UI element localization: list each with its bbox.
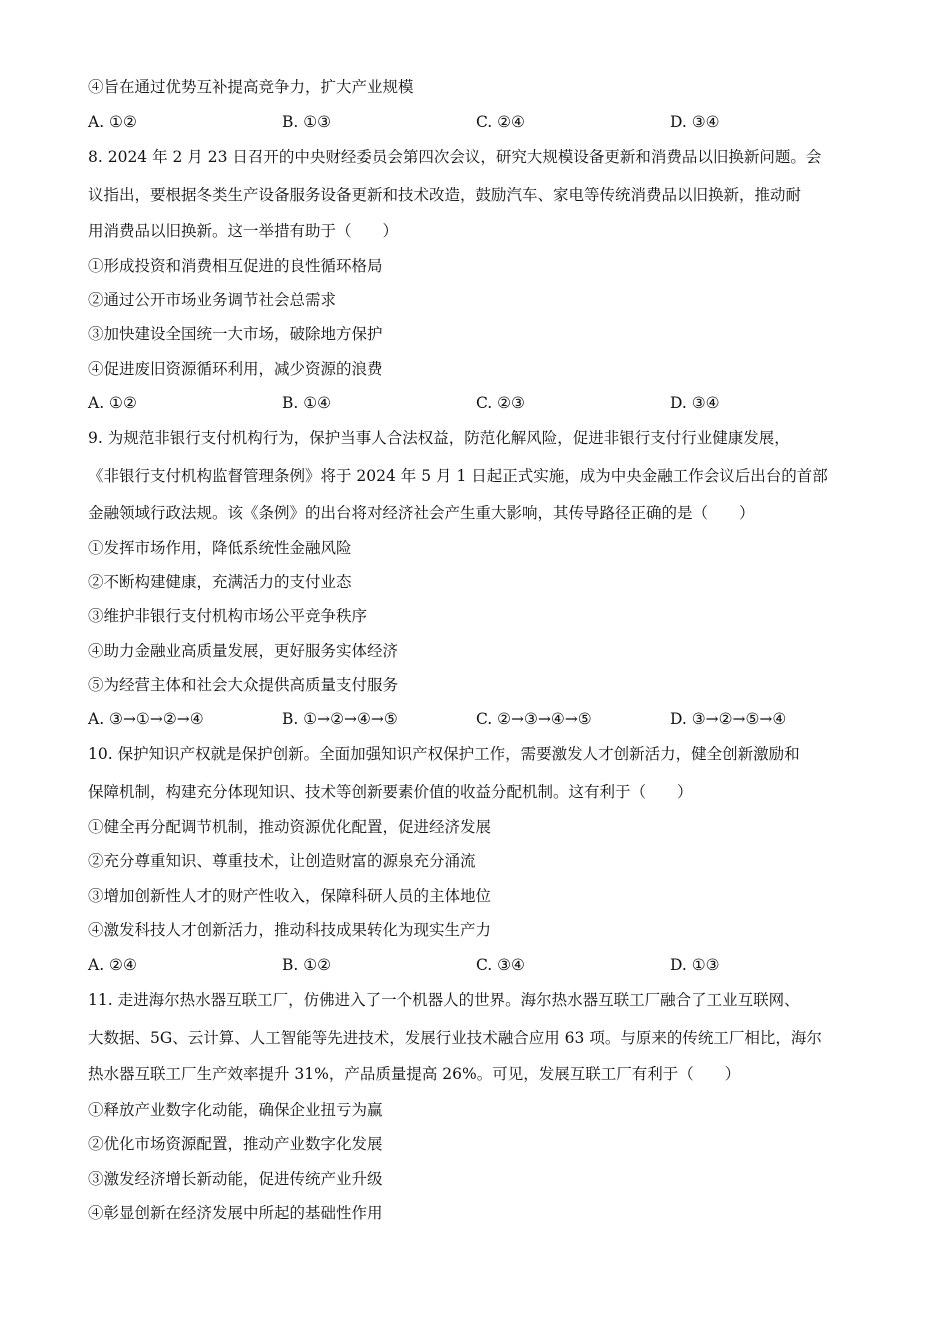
q9-option-a: A. ③→①→②→④ <box>88 710 204 728</box>
q9-stem-line-2: 《非银行支付机构监督管理条例》将于 2024 年 5 月 1 日起正式实施，成为中央金融工作会议后出台的首部 <box>88 467 828 485</box>
q10-stem-line-1: 10. 保护知识产权就是保护创新。全面加强知识产权保护工作，需要激发人才创新活力，健全创新激励和 <box>88 745 800 763</box>
q9-stem-line-1: 9. 为规范非银行支付机构行为，保护当事人合法权益，防范化解风险，促进非银行支付行业健康发展， <box>88 429 790 447</box>
q7-item-4: ④旨在通过优势互补提高竞争力，扩大产业规模 <box>88 78 414 96</box>
q11-item-2: ②优化市场资源配置，推动产业数字化发展 <box>88 1135 383 1153</box>
q7-option-d: D. ③④ <box>670 113 720 131</box>
q10-option-c: C. ③④ <box>476 956 525 974</box>
q9-option-b: B. ①→②→④→⑤ <box>282 710 398 728</box>
q8-stem-line-3: 用消费品以旧换新。这一举措有助于（ ） <box>88 222 399 240</box>
q9-item-1: ①发挥市场作用，降低系统性金融风险 <box>88 539 352 557</box>
q11-item-1: ①释放产业数字化动能，确保企业扭亏为赢 <box>88 1101 383 1119</box>
q11-stem-line-1: 11. 走进海尔热水器互联工厂，仿佛进入了一个机器人的世界。海尔热水器互联工厂融合了工业互联网、 <box>88 991 800 1009</box>
q9-option-c: C. ②→③→④→⑤ <box>476 710 592 728</box>
q7-option-a: A. ①② <box>88 113 137 131</box>
q9-option-d: D. ③→②→⑤→④ <box>670 710 787 728</box>
q9-item-5: ⑤为经营主体和社会大众提供高质量支付服务 <box>88 676 399 694</box>
q9-stem-line-3: 金融领域行政法规。该《条例》的出台将对经济社会产生重大影响，其传导路径正确的是（ ） <box>88 504 755 522</box>
q10-item-3: ③增加创新性人才的财产性收入，保障科研人员的主体地位 <box>88 887 492 905</box>
q7-option-b: B. ①③ <box>282 113 332 131</box>
q8-stem-line-1: 8. 2024 年 2 月 23 日召开的中央财经委员会第四次会议，研究大规模设备更新和消费品以旧换新问题。会 <box>88 148 822 166</box>
q8-item-3: ③加快建设全国统一大市场，破除地方保护 <box>88 325 383 343</box>
q9-item-2: ②不断构建健康，充满活力的支付业态 <box>88 573 352 591</box>
q11-item-4: ④彰显创新在经济发展中所起的基础性作用 <box>88 1204 383 1222</box>
q7-option-c: C. ②④ <box>476 113 525 131</box>
q10-item-4: ④激发科技人才创新活力，推动科技成果转化为现实生产力 <box>88 921 492 939</box>
q11-item-3: ③激发经济增长新动能，促进传统产业升级 <box>88 1170 383 1188</box>
q11-stem-line-2: 大数据、5G、云计算、人工智能等先进技术，发展行业技术融合应用 63 项。与原来的传统工厂相比，海尔 <box>88 1029 822 1047</box>
q10-option-d: D. ①③ <box>670 956 720 974</box>
q11-stem-line-3: 热水器互联工厂生产效率提升 31%，产品质量提高 26%。可见，发展互联工厂有利于（ ） <box>88 1065 741 1083</box>
q10-option-a: A. ②④ <box>88 956 137 974</box>
q9-item-3: ③维护非银行支付机构市场公平竞争秩序 <box>88 607 368 625</box>
q10-stem-line-2: 保障机制，构建充分体现知识、技术等创新要素价值的收益分配机制。这有利于（ ） <box>88 783 693 801</box>
q8-option-a: A. ①② <box>88 394 137 412</box>
q8-option-b: B. ①④ <box>282 394 332 412</box>
q8-stem-line-2: 议指出，要根据冬类生产设备服务设备更新和技术改造，鼓励汽车、家电等传统消费品以旧换新，推动耐 <box>88 186 802 204</box>
q10-item-1: ①健全再分配调节机制，推动资源优化配置，促进经济发展 <box>88 818 492 836</box>
q8-item-1: ①形成投资和消费相互促进的良性循环格局 <box>88 257 383 275</box>
q8-item-2: ②通过公开市场业务调节社会总需求 <box>88 291 337 309</box>
q9-item-4: ④助力金融业高质量发展，更好服务实体经济 <box>88 642 399 660</box>
q8-option-d: D. ③④ <box>670 394 720 412</box>
q8-item-4: ④促进废旧资源循环利用，减少资源的浪费 <box>88 360 383 378</box>
q10-option-b: B. ①② <box>282 956 332 974</box>
q10-item-2: ②充分尊重知识、尊重技术，让创造财富的源泉充分涌流 <box>88 852 476 870</box>
q8-option-c: C. ②③ <box>476 394 525 412</box>
